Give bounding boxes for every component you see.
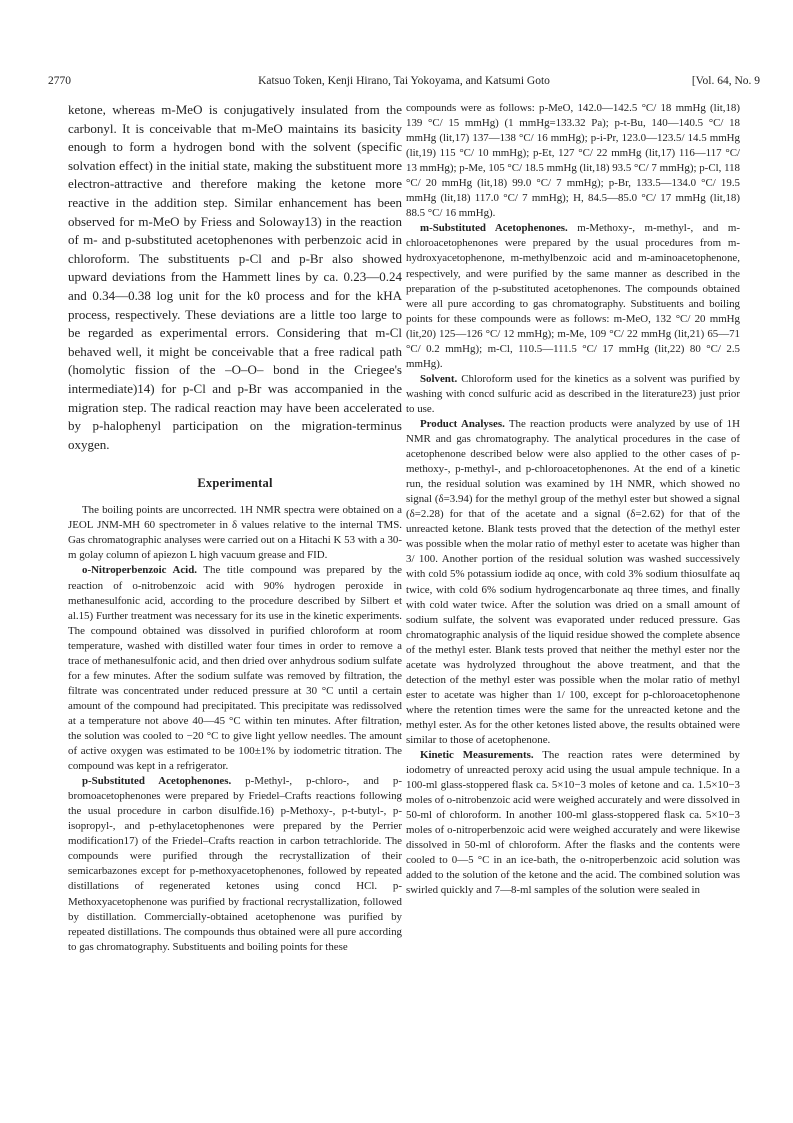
section-heading-experimental: Experimental — [197, 476, 273, 491]
right-column — [406, 101, 740, 898]
journal-volume: [Vol. 64, No. 9 — [691, 75, 760, 87]
paragraph-heading: Kinetic Measurements. — [420, 749, 534, 762]
paragraph-heading: m-Substituted Acetophenones. — [420, 222, 568, 235]
paragraph-body: m-Methoxy-, m-methyl-, and m-chloroacetophenones were prepared by the usual procedures from m-hydroxyacetophenone, m-methylbenzoic acid and m-aminoacetophenone, respectively, and were purified by the same manner as described in the preparation of the p-substituted acetophenones. The compounds obtained were all pure according to gas chromatography. Substituents and boiling points for these compounds were as follows: m-MeO, 132 °C/ 20 mmHg (lit,20) 125—126 °C/ 12 mmHg); m-Me, 109 °C/ 22 mmHg (lit,21) 65—71 °C/ 0.2 mmHg); m-Cl, 110.5—111.5 °C/ 17 mmHg (lit,22) 80 °C/ 2.5 mmHg). — [406, 222, 740, 370]
paragraph-body: p-Methyl-, p-chloro-, and p-bromoacetophenones were prepared by Friedel–Crafts reactions following the usual procedure in carbon disulfide.16) p-Methoxy-, p-t-butyl-, p-isopropyl-, and p-ethylacetophenones were prepared by the Perrier modification17) of the Friedel–Crafts reaction in carbon tetrachloride. The compounds were purified through the recrystallization of their semicarbazones except for p-methoxyacetophenones, followed by repeated distillations of regenerated ketones using concd HCl. p-Methoxyacetophenone was purified by fractional recrystallization, followed by distillation. Commercially-obtained acetophenone was purified by repeated distillations. The compounds thus obtained were all pure according to gas chromatography. Substituents and boiling points for these — [68, 775, 402, 953]
product-analyses-paragraph — [406, 417, 740, 748]
running-authors: Katsuo Token, Kenji Hirano, Tai Yokoyama, and Katsumi Goto — [258, 75, 550, 87]
boiling-points-paragraph: compounds were as follows: p-MeO, 142.0—142.5 °C/ 18 mmHg (lit,18) 139 °C/ 15 mmHg) (1 mmHg=133.32 Pa); p-t-Bu, 140—140.5 °C/ 18 mmHg (lit,17) 137—138 °C/ 16 mmHg); p-i-Pr, 123.0—123.5/ 14.5 mmHg (lit,19) 115 °C/ 10 mmHg); p-Et, 127 °C/ 22 mmHg (lit,17) 116—117 °C/ 13 mmHg); p-Me, 105 °C/ 18.5 mmHg (lit,18) 93.5 °C/ 7 mmHg); p-Cl, 118 °C/ 20 mmHg (lit,18) 99.0 °C/ 7 mmHg); p-Br, 133.5—134.0 °C/ 19.5 mmHg (lit,18) 117.0 °C/ 7 mmHg); H, 84.5—85.0 °C/ 17 mmHg (lit,18) 88.5 °C/ 16 mmHg). — [406, 102, 740, 220]
nitroperbenzoic-acid-paragraph — [68, 563, 402, 774]
p-substituted-acetophenones-paragraph — [68, 774, 402, 955]
paragraph-body: The reaction rates were determined by iodometry of unreacted peroxy acid using the usual ampule technique. In a 100-ml glass-stoppered flask ca. 5×10−3 moles of ketone and ca. 1.5×10−3 moles of o-nitrobenzoic acid were weighed accurately and were dissolved in 50-ml of chloroform. In another 100-ml glass-stoppered flask ca. 5×10−3 moles of o-nitroperbenzoic acid were weighed accurately and were likewise dissolved in 50-ml of chloroform. After the flasks and the contents were cooled to 0—5 °C in an ice-bath, the o-nitroperbenzoic acid solution was added to the solution of the ketone and the acid. The combined solution was swirled quickly and 7—8-ml samples of the solution were sealed in — [406, 749, 740, 897]
experimental-general-paragraph: The boiling points are uncorrected. 1H NMR spectra were obtained on a JEOL JNM-MH 60 spectrometer in δ values relative to the internal TMS. Gas chromatographic analyses were carried out on a Hitachi K 53 with a 30-m golay column of apiezon L high vacuum grease and FID. — [68, 504, 402, 562]
paragraph-body: The title compound was prepared by the reaction of o-nitrobenzoic acid with 90% hydrogen peroxide in methanesulfonic acid, according to the procedure described by Silbert et al.15) Further treatment was necessary for its use in the kinetic experiments. The compound obtained was dissolved in purified chloroform at room temperature, washed with distilled water four times in order to remove a trace of methanesulfonic acid, and then dried over anhydrous sodium sulfate for a few minutes. After the sodium sulfate was removed by filtration, the filtrate was concentrated under reduced pressure at 30 °C until a certain amount of the compound had precipitated. This precipitate was redissolved at a temperature not above 40—45 °C within ten minutes. After filtration, the solution was cooled to −20 °C to give light yellow needles. The amount of active oxygen was estimated to be 100±1% by iodometric titration. The compound was kept in a refrigerator. — [68, 564, 402, 773]
paragraph-heading: p-Substituted Acetophenones. — [82, 775, 232, 788]
paragraph-heading: Product Analyses. — [420, 417, 505, 430]
paragraph-body: Chloroform used for the kinetics as a solvent was purified by washing with concd sulfuric acid as described in the literature23) just prior to use. — [406, 372, 740, 415]
discussion-paragraph: ketone, whereas m-MeO is conjugatively insulated from the carbonyl. It is conceivable that m-MeO maintains its basicity enough to form a hydrogen bond with the solvent (specific solvation effect) in the initial state, making the substituent more electron-attractive and therefore making the ketone more reactive in the addition step. Similar enhancement has been observed for m-MeO by Friess and Soloway13) in the reaction of m- and p-substituted acetophenones with perbenzoic acid in chloroform. The substituents p-Cl and p-Br also showed upward deviations from the Hammett lines by ca. 0.23—0.24 and 0.34—0.38 log unit for the k0 process and for the kHA process, respectively. These deviations are a little too large to be regarded as experimental errors. Considering that m-Cl behaved well, it might be conceivable that a free radical path (homolytic fission of the –O–O– bond in the Criegee's intermediate)14) for p-Cl and p-Br was accompanied in the migration step. The radical reaction may have been accelerated by p-halophenyl participation on the migration-terminus oxygen. — [68, 102, 402, 452]
left-column — [68, 101, 402, 955]
running-header — [48, 73, 760, 89]
kinetic-measurements-paragraph — [406, 748, 740, 898]
page-number: 2770 — [48, 75, 71, 87]
paragraph-heading: Solvent. — [420, 372, 458, 385]
m-substituted-acetophenones-paragraph — [406, 221, 740, 371]
paragraph-body: The reaction products were analyzed by use of 1H NMR and gas chromatography. The analytical procedures in the case of acetophenone described below were also applied to the other cases of p-methoxy-, p-methyl-, and p-chloroacetophenones. At the end of a kinetic run, the residual solution was examined by 1H NMR, which showed no signal (δ=3.94) for the methyl group of the methyl ester but showed a signal (δ=2.28) for that of the acetate and a signal (δ=2.62) for that of the unreacted ketone. Blank tests proved that the detection of the methyl ester was possible when the molar ratio of methyl ester to acetate was higher than 3/ 100. Another portion of the residual solution was washed successively with cold 5% potassium iodide aq once, with cold 3% sodium thiosulfate aq twice, with cold 6% sodium hydrogencarbonate aq three times, and finally with cold water twice. After the solution was dried on a small amount of sodium sulfate, the solvent was evaporated under reduced pressure. Gas chromatographic analysis of the liquid residue showed the complete absence of the methyl ester. Blank tests proved that neither the methyl ester nor the acetate was hydrolyzed throughout the above treatment, and that the detection of the methyl ester was possible when the molar ratio of methyl ester to acetate was higher than 1/ 100, except for p-chloroacetophenone where the retention times were the same for the unreacted ketone and the methyl ester. As for the other ketones listed above, the results obtained were similar to those of acetophenone. — [406, 417, 740, 746]
solvent-paragraph — [406, 372, 740, 417]
paragraph-heading: o-Nitroperbenzoic Acid. — [82, 564, 197, 577]
